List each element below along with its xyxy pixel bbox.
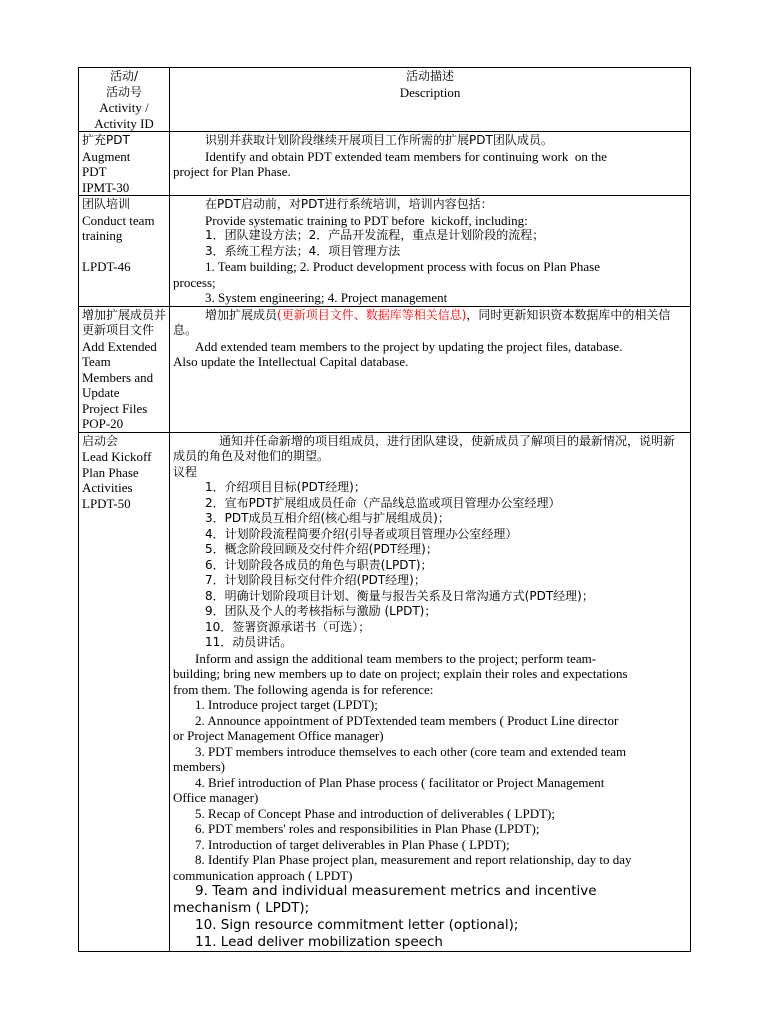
activity-header-cell [79,68,170,132]
activity-name-en: Members and [82,369,154,385]
activity-name-en: Activities [82,480,133,495]
activity-id: IPMT-30 [82,179,130,195]
activity-cell [79,132,170,196]
table-row [79,432,691,952]
description-cn-highlight: (更新项目文件、数据库等相关信息) [277,307,467,322]
agenda-item-en: 11. Lead deliver mobilization speech [195,934,443,950]
agenda-item-en: Office manager) [173,790,259,805]
description-en: building; bring new members up to date on project; explain their roles and expectations [173,666,628,681]
description-cn: 在PDT启动前，对PDT进行系统培训，培训内容包括： [205,197,493,211]
description-cn-suffix: ，同时更新知识资本数据库中的相关信息。 [173,307,671,337]
agenda-item-en: 2. Announce appointment of PDTextended team members ( Product Line director [195,712,619,728]
activity-name-en: PDT [82,164,107,179]
activity-name-cn: 启动会 [82,433,119,448]
activity-name-en: Update [82,385,120,400]
agenda-item-en: communication approach ( LPDT) [173,867,353,883]
activity-id: LPDT-50 [82,495,131,511]
description-en: project for Plan Phase. [173,164,291,179]
description-en: 1. Team building; 2. Product development process with focus on Plan Phase [205,259,600,274]
agenda-item-en: 10. Sign resource commitment letter (optional); [195,917,519,933]
agenda-item-cn: 6．计划阶段各成员的角色与职责(LPDT)； [205,557,433,572]
description-en: Inform and assign the additional team members to the project; perform team- [195,650,597,666]
agenda-item-cn: 5．概念阶段回顾及交付件介绍(PDT经理)； [205,542,438,556]
description-cell [170,132,691,196]
activity-name-cn: 增加扩展成员并更新项目文件 [82,307,167,337]
activity-header-cn-1: 活动/ [109,69,139,83]
activity-name-en: Lead Kickoff [82,449,152,464]
agenda-item-en: 9. Team and individual measurement metrics and incentive [195,883,597,899]
activity-table [78,67,691,952]
description-header-en: Description [399,84,461,100]
activity-header-en-2: Activity ID [94,115,154,131]
description-en: 3. System engineering; 4. Project management [205,290,448,305]
activity-cell [79,432,170,952]
agenda-item-cn: 10．签署资源承诺书（可选）； [205,619,371,634]
description-en: Also update the Intellectual Capital database. [173,354,409,369]
agenda-item-cn: 7．计划阶段目标交付件介绍(PDT经理)； [205,573,426,587]
agenda-item-en: 7. Introduction of target deliverables in Plan Phase ( LPDT); [195,836,510,852]
description-en: from them. The following agenda is for reference: [173,681,434,697]
description-cn-prefix: 增加扩展成员 [205,307,278,322]
activity-name-cn: 团队培训 [82,197,131,211]
agenda-item-cn: 1．介绍项目目标(PDT经理)； [205,480,366,494]
activity-name-en: Team [82,354,111,369]
description-cell [170,196,691,307]
description-header-cell [170,68,691,132]
activity-name-en: Plan Phase [82,464,139,480]
activity-cell [79,306,170,432]
agenda-item-en: 1. Introduce project target (LPDT); [195,697,378,712]
agenda-item-en: 8. Identify Plan Phase project plan, measurement and report relationship, day to day [195,852,632,867]
activity-name-en: Project Files [82,400,148,416]
agenda-item-cn: 8．明确计划阶段项目计划、衡量与报告关系及日常沟通方式(PDT经理)； [205,588,594,603]
description-en: Identify and obtain PDT extended team members for continuing work on the [205,148,607,164]
table-row [79,306,691,432]
activity-header-en-1: Activity / [99,100,149,115]
table-row [79,132,691,196]
activity-name-en: Augment [82,148,131,164]
agenda-item-en: members) [173,759,226,774]
agenda-item-en: 6. PDT members' roles and responsibilities in Plan Phase (LPDT); [195,821,540,836]
activity-name-en: Add Extended [82,338,157,354]
description-cn: 1．团队建设方法；2．产品开发流程，重点是计划阶段的流程； [205,228,545,242]
agenda-item-cn: 2．宣布PDT扩展组成员任命（产品线总监或项目管理办公室经理） [205,495,561,510]
description-cell [170,306,691,432]
agenda-item-en: mechanism ( LPDT); [173,900,310,916]
activity-cell [79,196,170,307]
description-cell [170,432,691,952]
description-cn-intro: 通知并任命新增的项目组成员，进行团队建设，使新成员了解项目的最新情况，说明新成员的角色及对他们的期望。 [173,433,676,463]
agenda-item-en: 3. PDT members introduce themselves to each other (core team and extended team [195,743,627,759]
activity-name-en: Conduct team [82,212,155,228]
activity-name-cn: 扩充PDT [82,133,130,147]
activity-header-cn-2: 活动号 [106,84,143,99]
agenda-item-en: 4. Brief introduction of Plan Phase process ( facilitator or Project Management [195,774,605,790]
table-header-row [79,68,691,132]
description-en: Provide systematic training to PDT before kickoff, including: [205,212,528,228]
description-header-cn: 活动描述 [406,69,455,83]
description-cn: 识别并获取计划阶段继续开展项目工作所需的扩展PDT团队成员。 [205,133,553,147]
activity-name-en: training [82,228,123,243]
description-en: process; [173,274,216,290]
agenda-item-cn: 3．PDT成员互相介绍(核心组与扩展组成员)； [205,511,450,525]
activity-id: LPDT-46 [82,258,131,274]
description-en: Add extended team members to the project by updating the project files, database. [195,338,623,354]
table-row [79,196,691,307]
activity-id: POP-20 [82,416,124,431]
agenda-item-en: 5. Recap of Concept Phase and introduction of deliverables ( LPDT); [195,805,555,821]
description-cn: 3．系统工程方法；4．项目管理方法 [205,243,401,258]
agenda-item-cn: 4．计划阶段流程简要介绍(引导者或项目管理办公室经理） [205,526,518,541]
description-cn [173,308,687,339]
agenda-item-cn: 11．动员讲话。 [205,635,293,649]
description-cn-intro-tail: 议程 [173,464,198,479]
agenda-item-cn: 9．团队及个人的考核指标与激励 (LPDT)； [205,604,437,618]
agenda-item-en: or Project Management Office manager) [173,728,384,743]
